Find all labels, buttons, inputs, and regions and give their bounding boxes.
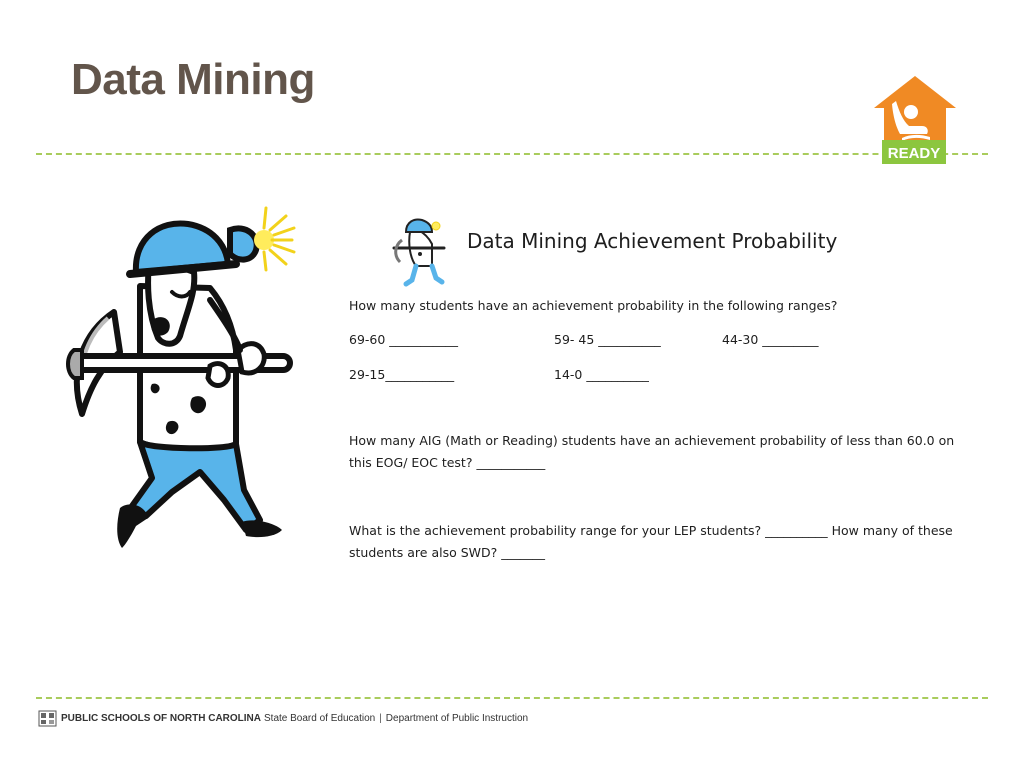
dpi-logo-icon — [38, 710, 57, 727]
worksheet-title: Data Mining Achievement Probability — [467, 229, 838, 253]
footer-org: PUBLIC SCHOOLS OF NORTH CAROLINA — [61, 712, 261, 724]
miner-small-icon — [388, 214, 448, 290]
slide-title: Data Mining — [71, 55, 315, 104]
range-59-45: 59- 45 __________ — [554, 332, 661, 347]
footer — [38, 709, 528, 727]
miner-illustration — [60, 200, 300, 560]
lep-question: What is the achievement probability range for your LEP students? __________ How many of these students are also SWD? _______ — [349, 523, 953, 560]
ranges-question: How many students have an achievement probability in the following ranges? — [349, 298, 838, 313]
bottom-divider — [36, 697, 988, 699]
range-29-15: 29-15___________ — [349, 367, 455, 382]
range-14-0: 14-0 __________ — [554, 367, 649, 382]
top-divider — [36, 153, 988, 155]
ready-logo — [872, 74, 958, 166]
aig-question: How many AIG (Math or Reading) students have an achievement probability of less than 60.0 on this EOG/ EOC test? ___________ — [349, 433, 955, 470]
footer-separator: | — [379, 712, 382, 724]
range-44-30: 44-30 _________ — [722, 332, 819, 347]
footer-department: Department of Public Instruction — [385, 712, 529, 724]
ready-logo-label: READY — [887, 145, 941, 162]
range-69-60: 69-60 ___________ — [349, 332, 459, 347]
footer-board: State Board of Education — [264, 712, 376, 724]
